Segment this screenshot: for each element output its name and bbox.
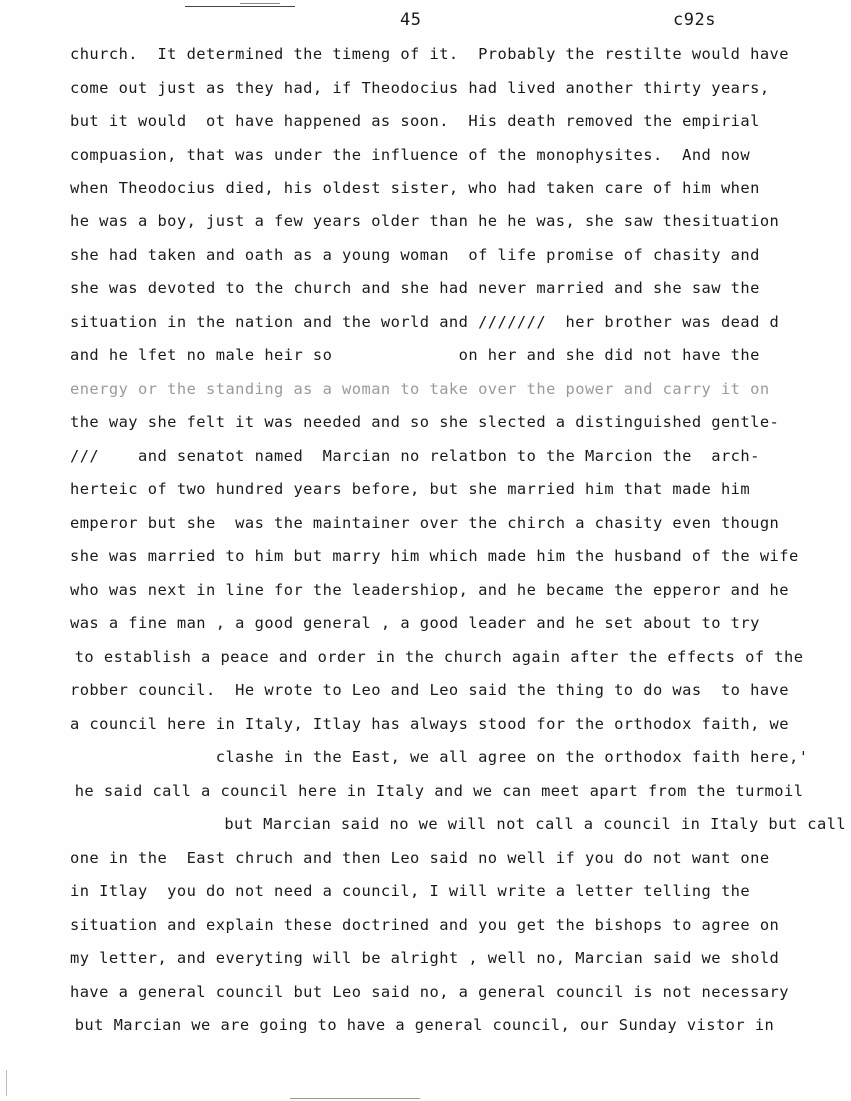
text-line: /// and senatot named Marcian no relatbon to the Marcion the arch-: [70, 447, 760, 465]
page-number: 45: [400, 10, 422, 30]
text-line: but Marcian we are going to have a general council, our Sunday vistor in: [65, 1016, 775, 1034]
text-line: but it would ot have happened as soon. His death removed the empirial: [70, 112, 760, 130]
text-line: church. It determined the timeng of it. Probably the restilte would have: [70, 45, 789, 63]
text-line-faded: energy or the standing as a woman to take over the power and carry it on: [70, 380, 770, 398]
footer-rule: [290, 1098, 420, 1099]
document-code: c92s: [673, 10, 716, 30]
text-line: my letter, and everyting will be alright , well no, Marcian said we shold: [70, 949, 780, 967]
text-line: who was next in line for the leadershiop, and he became the epperor and he: [70, 581, 789, 599]
text-line: to establish a peace and order in the church again after the effects of the: [65, 648, 804, 666]
margin-mark: [6, 1070, 7, 1096]
text-line: herteic of two hundred years before, but she married him that made him: [70, 480, 751, 498]
text-line: she was married to him but marry him which made him the husband of the wife: [70, 547, 799, 565]
text-line: situation and explain these doctrined and you get the bishops to agree on: [70, 916, 780, 934]
text-line: robber council. He wrote to Leo and Leo said the thing to do was to have: [70, 681, 789, 699]
text-line: emperor but she was the maintainer over the chirch a chasity even thougn: [70, 514, 780, 532]
text-line: have a general council but Leo said no, a general council is not necessary: [70, 983, 789, 1001]
header-rule-short: [240, 3, 280, 4]
text-line: compuasion, that was under the influence of the monophysites. And now: [70, 146, 751, 164]
text-line: he was a boy, just a few years older than he he was, she saw thesituation: [70, 212, 780, 230]
text-line: a council here in Italy, Itlay has always stood for the orthodox faith, we: [70, 715, 789, 733]
text-line: she was devoted to the church and she had never married and she saw the: [70, 279, 760, 297]
text-line: but Marcian said no we will not call a council in Italy but call: [30, 815, 847, 833]
header-rule: [185, 6, 295, 7]
text-line: and he lfet no male heir so on her and she did not have the: [70, 346, 760, 364]
text-line: clashe in the East, we all agree on the orthodox faith here,': [70, 748, 809, 766]
text-line: one in the East chruch and then Leo said no well if you do not want one: [70, 849, 770, 867]
text-line: he said call a council here in Italy and we can meet apart from the turmoil: [65, 782, 804, 800]
text-line: in Itlay you do not need a council, I will write a letter telling the: [70, 882, 751, 900]
text-line: she had taken and oath as a young woman of life promise of chasity and: [70, 246, 760, 264]
text-line: when Theodocius died, his oldest sister, who had taken care of him when: [70, 179, 760, 197]
text-line: the way she felt it was needed and so she slected a distinguished gentle-: [70, 413, 780, 431]
text-line: situation in the nation and the world and /////// her brother was dead d: [70, 313, 780, 331]
text-line: come out just as they had, if Theodocius had lived another thirty years,: [70, 79, 770, 97]
text-line: was a fine man , a good general , a good leader and he set about to try: [70, 614, 760, 632]
